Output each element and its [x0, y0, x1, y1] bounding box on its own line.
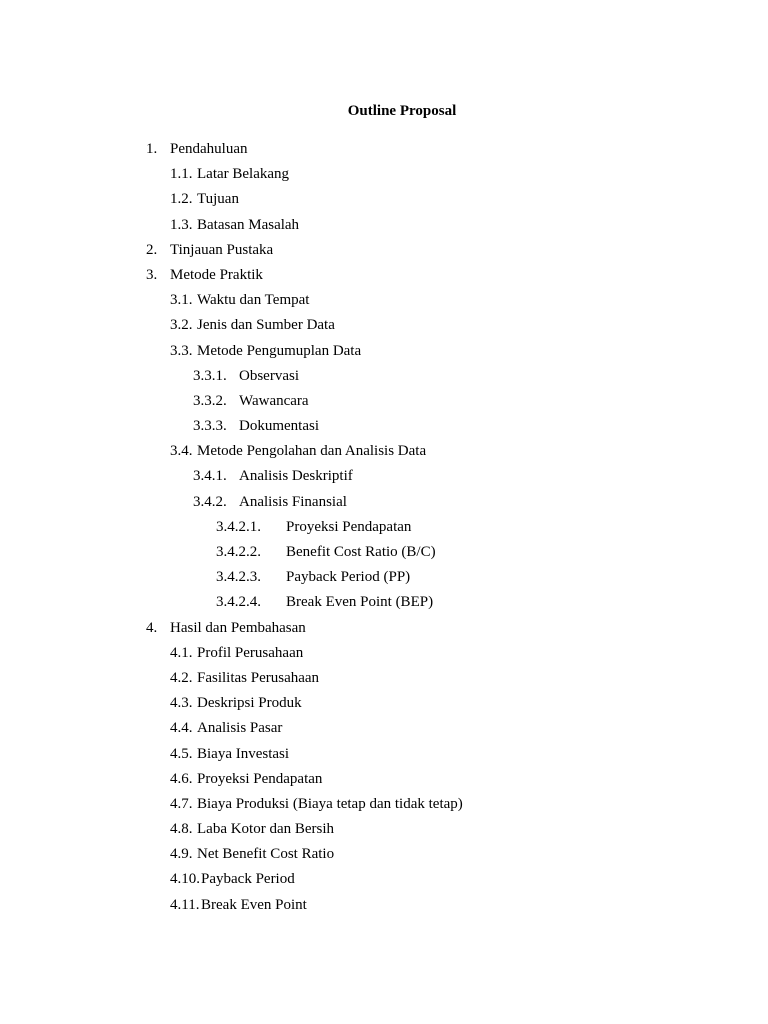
list-item — [0, 643, 768, 668]
item-text: Payback Period (PP) — [286, 569, 411, 586]
item-number: 3.4. — [170, 443, 193, 460]
item-number: 1.2. — [170, 191, 193, 208]
item-text: Analisis Pasar — [197, 720, 283, 737]
item-number: 3. — [146, 266, 158, 283]
item-text: Break Even Point (BEP) — [286, 594, 434, 611]
item-text: Observasi — [239, 367, 299, 384]
item-number: 4.8. — [170, 821, 193, 838]
list-item — [0, 869, 768, 894]
item-number: 2. — [146, 241, 158, 258]
item-number: 4.11. — [170, 896, 200, 913]
item-number: 3.1. — [170, 292, 193, 309]
item-text: Net Benefit Cost Ratio — [197, 846, 335, 863]
item-text: Deskripsi Produk — [197, 695, 302, 712]
item-text: Batasan Masalah — [197, 216, 300, 233]
item-text: Metode Praktik — [170, 266, 263, 283]
list-item — [0, 290, 768, 315]
list-item — [0, 693, 768, 718]
item-text: Pendahuluan — [170, 141, 248, 157]
list-item — [0, 542, 768, 567]
list-item — [0, 844, 768, 869]
list-item — [0, 265, 768, 290]
list-item — [0, 164, 768, 189]
item-number: 1.3. — [170, 216, 193, 233]
item-number: 4.1. — [170, 644, 193, 661]
item-number: 3.4.2.1. — [216, 518, 261, 535]
list-item — [0, 618, 768, 643]
item-text: Hasil dan Pembahasan — [170, 619, 306, 636]
item-number: 4.5. — [170, 745, 193, 762]
item-text: Tujuan — [197, 191, 239, 208]
item-text: Analisis Finansial — [239, 493, 347, 510]
item-text: Tinjauan Pustaka — [170, 241, 274, 258]
item-number: 1. — [146, 141, 158, 157]
item-number: 4.9. — [170, 846, 193, 863]
item-number: 4. — [146, 619, 158, 636]
list-item — [0, 391, 768, 416]
list-item — [0, 517, 768, 542]
item-number: 3.4.2.3. — [216, 569, 261, 586]
item-text: Dokumentasi — [239, 418, 319, 435]
item-text: Waktu dan Tempat — [197, 292, 310, 309]
item-text: Break Even Point — [201, 896, 307, 913]
item-number: 3.3.1. — [193, 367, 227, 384]
item-number: 4.3. — [170, 695, 193, 712]
page-title: Outline Proposal — [347, 103, 457, 119]
list-item — [0, 139, 768, 164]
item-number: 3.4.2.2. — [216, 544, 261, 560]
item-text: Proyeksi Pendapatan — [286, 518, 412, 535]
item-text: Fasilitas Perusahaan — [197, 669, 320, 686]
item-text: Latar Belakang — [197, 166, 290, 183]
list-item — [0, 895, 768, 920]
item-text: Profil Perusahaan — [197, 644, 304, 661]
list-item — [0, 794, 768, 819]
item-number: 3.3.2. — [193, 392, 227, 409]
list-item — [0, 744, 768, 769]
item-text: Metode Pengumuplan Data — [197, 342, 362, 359]
item-number: 4.4. — [170, 720, 193, 737]
list-item — [0, 416, 768, 441]
item-number: 1.1. — [170, 166, 193, 183]
item-number: 4.2. — [170, 669, 193, 686]
item-text: Laba Kotor dan Bersih — [197, 821, 335, 838]
item-number: 3.4.1. — [193, 468, 227, 485]
list-item — [0, 215, 768, 240]
list-item — [0, 567, 768, 592]
item-text: Wawancara — [239, 392, 309, 409]
item-number: 4.10. — [170, 871, 200, 888]
item-text: Payback Period — [201, 871, 295, 888]
list-item — [0, 240, 768, 265]
list-item — [0, 819, 768, 844]
item-text: Biaya Investasi — [197, 745, 290, 762]
list-item — [0, 315, 768, 340]
list-item — [0, 718, 768, 743]
list-item — [0, 366, 768, 391]
item-text: Jenis dan Sumber Data — [197, 317, 335, 334]
item-number: 3.2. — [170, 317, 193, 334]
list-item — [0, 189, 768, 214]
list-item — [0, 466, 768, 491]
list-item — [0, 769, 768, 794]
item-text: Analisis Deskriptif — [239, 468, 353, 485]
item-number: 3.4.2. — [193, 493, 227, 510]
item-number: 4.7. — [170, 795, 193, 812]
list-item — [0, 592, 768, 617]
item-text: Benefit Cost Ratio (B/C) — [286, 544, 436, 560]
item-number: 3.4.2.4. — [216, 594, 261, 611]
outline-list — [0, 139, 768, 920]
item-text: Biaya Produksi (Biaya tetap dan tidak tetap) — [197, 795, 463, 812]
item-number: 3.3. — [170, 342, 193, 359]
item-text: Metode Pengolahan dan Analisis Data — [197, 443, 427, 460]
list-item — [0, 492, 768, 517]
list-item — [0, 441, 768, 466]
item-text: Proyeksi Pendapatan — [197, 770, 323, 787]
list-item — [0, 341, 768, 366]
item-number: 3.3.3. — [193, 418, 227, 435]
list-item — [0, 668, 768, 693]
item-number: 4.6. — [170, 770, 193, 787]
